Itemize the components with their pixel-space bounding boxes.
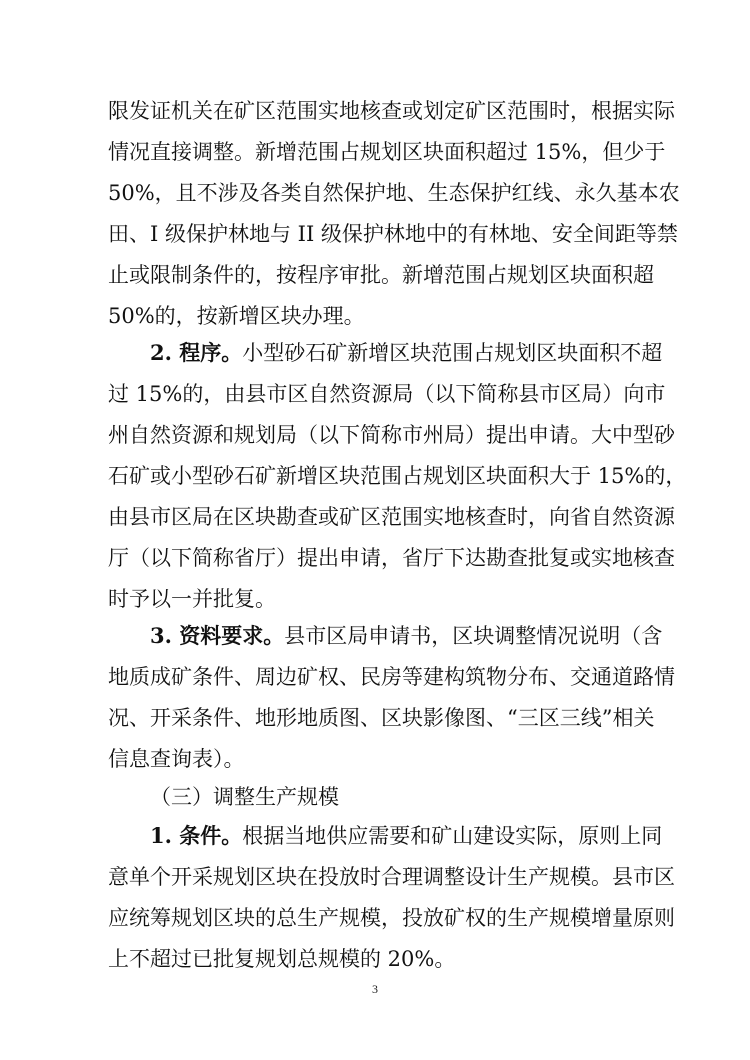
text-line: 上不超过已批复规划总规模的 20%。 (108, 947, 456, 971)
paragraph-first-line (150, 338, 663, 368)
text-line: 过 15%的，由县市区自然资源局（以下简称县市区局）向市 (108, 382, 666, 406)
text-line: 意单个开采规划区块在投放时合理调整设计生产规模。县市区 (108, 865, 675, 889)
paragraph-first-line (150, 621, 663, 651)
text-line: 50%的，按新增区块办理。 (108, 304, 365, 328)
page-number: 3 (372, 982, 378, 996)
paragraph-text: 根据当地供应需要和矿山建设实际，原则上同 (242, 824, 663, 848)
paragraph-heading: 2. 程序。 (150, 340, 243, 365)
text-line: 石矿或小型砂石矿新增区块范围占规划区块面积大于 15%的， (108, 464, 687, 488)
text-line: 州自然资源和规划局（以下简称市州局）提出申请。大中型砂 (108, 423, 675, 447)
text-line: 情况直接调整。新增范围占规划区块面积超过 15%，但少于 (108, 140, 666, 164)
text-line: 厅（以下简称省厅）提出申请，省厅下达勘查批复或实地核查 (108, 546, 675, 570)
section-heading: （三）调整生产规模 (150, 785, 339, 809)
text-line: 地质成矿条件、周边矿权、民房等建构筑物分布、交通道路情 (108, 665, 675, 689)
text-line: 50%，且不涉及各类自然保护地、生态保护红线、永久基本农 (108, 181, 680, 205)
paragraph-text: 县市区局申请书，区块调整情况说明（含 (284, 624, 663, 648)
text-line: 限发证机关在矿区范围实地核查或划定矿区范围时，根据实际 (108, 99, 675, 123)
text-line: 止或限制条件的，按程序审批。新增范围占规划区块面积超 (108, 263, 654, 287)
text-line: 时予以一并批复。 (108, 587, 276, 611)
paragraph-heading: 3. 资料要求。 (150, 623, 285, 648)
paragraph-text: 小型砂石矿新增区块范围占规划区块面积不超 (242, 341, 663, 365)
text-line: 由县市区局在区块勘查或矿区范围实地核查时，向省自然资源 (108, 505, 675, 529)
text-line: 田、I 级保护林地与 II 级保护林地中的有林地、安全间距等禁 (108, 222, 678, 246)
text-line: 应统筹规划区块的总生产规模，投放矿权的生产规模增量原则 (108, 906, 675, 930)
text-line: 信息查询表）。 (108, 747, 245, 771)
text-line: 况、开采条件、地形地质图、区块影像图、“三区三线”相关 (108, 706, 655, 730)
paragraph-first-line (150, 821, 663, 851)
paragraph-heading: 1. 条件。 (150, 823, 243, 848)
